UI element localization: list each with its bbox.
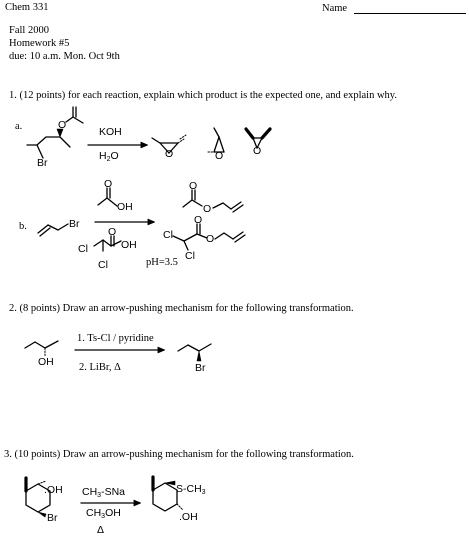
q1b-dichloro-oh: OH bbox=[121, 239, 137, 251]
q3-reagent-1-ch: CH bbox=[82, 486, 98, 498]
q1b-product-2-cl-1: Cl bbox=[163, 229, 173, 241]
q2-br-atom: Br bbox=[195, 362, 206, 374]
q3-reagent-heat: Δ bbox=[97, 524, 105, 536]
q1a-reagent-koh: KOH bbox=[99, 126, 122, 138]
q3-reagent-2-ch: CH bbox=[86, 507, 102, 519]
q3-reagent-1 bbox=[82, 486, 125, 498]
q3-reagent-2-oh: OH bbox=[105, 507, 121, 519]
q1a-br-atom: Br bbox=[37, 157, 48, 169]
due-date: due: 10 a.m. Mon. Oct 9th bbox=[9, 51, 120, 62]
question-3-prompt: 3. (10 points) Draw an arrow-pushing mechanism for the following transformation. bbox=[4, 449, 354, 460]
q1b-br-atom: Br bbox=[69, 218, 80, 230]
q1b-product-2-carbonyl-o: O bbox=[194, 214, 203, 226]
q1b-dichloro-o: O bbox=[108, 226, 117, 238]
q1a-product-2-o: O bbox=[215, 150, 224, 162]
name-label: Name bbox=[322, 3, 348, 14]
q1b-dichloro-cl-1: Cl bbox=[78, 243, 88, 255]
q3-product-sme bbox=[176, 483, 206, 495]
q1b-ph-condition: pH=3.5 bbox=[146, 257, 178, 268]
q3-start-br: Br bbox=[47, 512, 58, 524]
q1b-acetic-o: O bbox=[104, 178, 113, 190]
course-code: Chem 331 bbox=[5, 2, 49, 13]
q3-reagent-2-3: 3 bbox=[101, 513, 106, 520]
q1a-reagent-water-o: O bbox=[110, 150, 119, 162]
q3-reagent-2 bbox=[86, 507, 121, 519]
q1a-product-1-o: O bbox=[165, 148, 174, 160]
question-2-prompt: 2. (8 points) Draw an arrow-pushing mechanism for the following transformation. bbox=[9, 303, 354, 314]
assignment-title: Homework #5 bbox=[9, 38, 70, 49]
q3-reagent-1-3: 3 bbox=[97, 492, 102, 499]
question-1b-label: b. bbox=[19, 221, 27, 232]
q2-step-2: 2. LiBr, Δ bbox=[79, 362, 121, 373]
term: Fall 2000 bbox=[9, 25, 49, 36]
q3-product-s-ch: S-CH bbox=[176, 483, 202, 495]
q3-start-oh: .OH bbox=[44, 484, 63, 496]
q1b-product-2-cl-2: Cl bbox=[185, 250, 195, 262]
q3-reagent-1-sna: -SNa bbox=[101, 486, 126, 498]
q1a-reagent-water-h: H bbox=[99, 150, 107, 162]
question-1-prompt: 1. (12 points) for each reaction, explain which product is the expected one, and explain why. bbox=[9, 90, 397, 101]
q2-oh-atom: OH bbox=[38, 356, 54, 368]
q2-step-1: 1. Ts-Cl / pyridine bbox=[77, 333, 154, 344]
q1b-product-2-ester-o: O bbox=[206, 233, 215, 245]
q1b-product-1-ester-o: O bbox=[203, 203, 212, 215]
q1b-dichloro-cl-2: Cl bbox=[98, 259, 108, 271]
q1a-ester-o-atom: O bbox=[58, 119, 67, 131]
question-1a-label: a. bbox=[15, 121, 23, 132]
q3-product-s-3: 3 bbox=[201, 489, 206, 496]
q1b-acetic-oh: OH bbox=[117, 201, 133, 213]
q1b-product-1-carbonyl-o: O bbox=[189, 180, 198, 192]
q1a-reagent-water-2: 2 bbox=[106, 156, 111, 163]
q1a-product-3-o: O bbox=[253, 145, 262, 157]
q3-product-oh: .OH bbox=[179, 511, 198, 523]
